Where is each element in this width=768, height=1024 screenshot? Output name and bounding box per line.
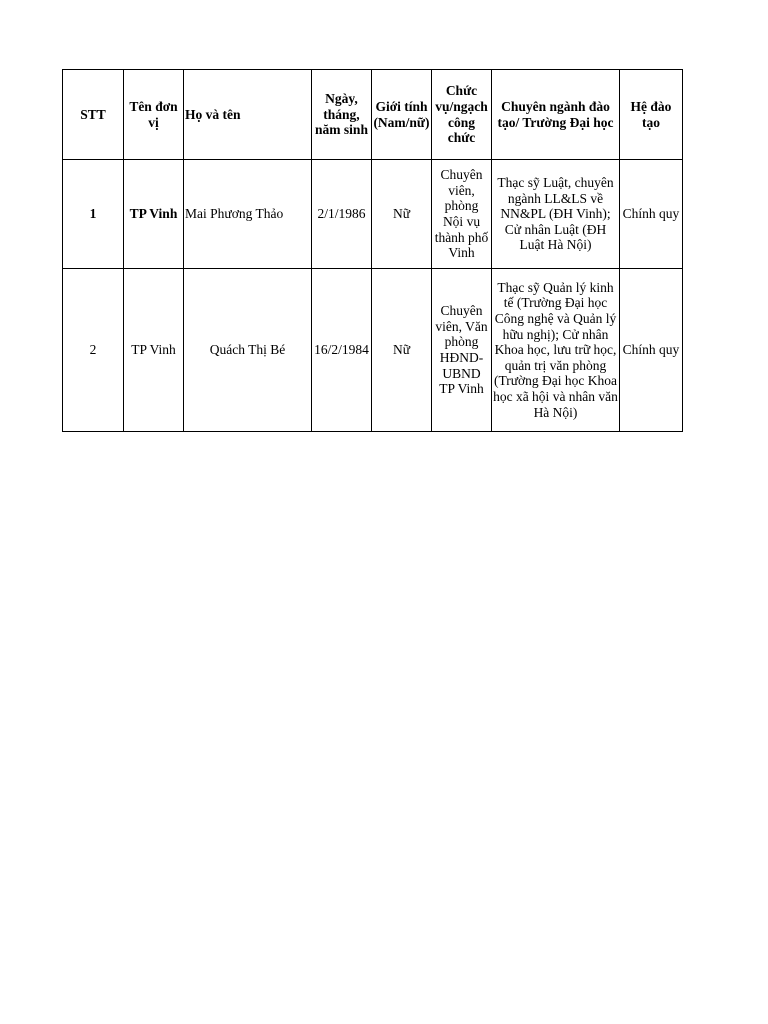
header-row [63, 70, 683, 160]
cell-gender: Nữ [372, 269, 432, 432]
cell-major-university: Thạc sỹ Quản lý kinh tế (Trường Đại học Công nghệ và Quản lý hữu nghị); Cử nhân Khoa học, lưu trữ học, quản trị văn phòng (Trường Đại học Khoa học xã hội và nhân văn Hà Nội) [492, 269, 620, 432]
cell-position: Chuyên viên, phòng Nội vụ thành phố Vinh [432, 160, 492, 269]
header-training-type: Hệ đào tạo [620, 70, 683, 160]
header-date-of-birth: Ngày, tháng, năm sinh [312, 70, 372, 160]
header-major-university: Chuyên ngành đào tạo/ Trường Đại học [492, 70, 620, 160]
cell-training-type: Chính quy [620, 160, 683, 269]
header-full-name: Họ và tên [184, 70, 312, 160]
header-stt: STT [63, 70, 124, 160]
header-position: Chức vụ/ngạch công chức [432, 70, 492, 160]
cell-full-name: Quách Thị Bé [184, 269, 312, 432]
cell-date-of-birth: 2/1/1986 [312, 160, 372, 269]
table-row [63, 269, 683, 432]
cell-unit-name: TP Vinh [124, 269, 184, 432]
cell-position: Chuyên viên, Văn phòng HĐND-UBND TP Vinh [432, 269, 492, 432]
personnel-table [62, 69, 683, 432]
cell-unit-name: TP Vinh [124, 160, 184, 269]
cell-stt: 2 [63, 269, 124, 432]
table-row [63, 160, 683, 269]
cell-date-of-birth: 16/2/1984 [312, 269, 372, 432]
cell-stt: 1 [63, 160, 124, 269]
header-unit-name: Tên đơn vị [124, 70, 184, 160]
cell-major-university: Thạc sỹ Luật, chuyên ngành LL&LS về NN&PL (ĐH Vinh); Cử nhân Luật (ĐH Luật Hà Nội) [492, 160, 620, 269]
cell-gender: Nữ [372, 160, 432, 269]
cell-full-name: Mai Phương Thảo [184, 160, 312, 269]
header-gender: Giới tính (Nam/nữ) [372, 70, 432, 160]
cell-training-type: Chính quy [620, 269, 683, 432]
